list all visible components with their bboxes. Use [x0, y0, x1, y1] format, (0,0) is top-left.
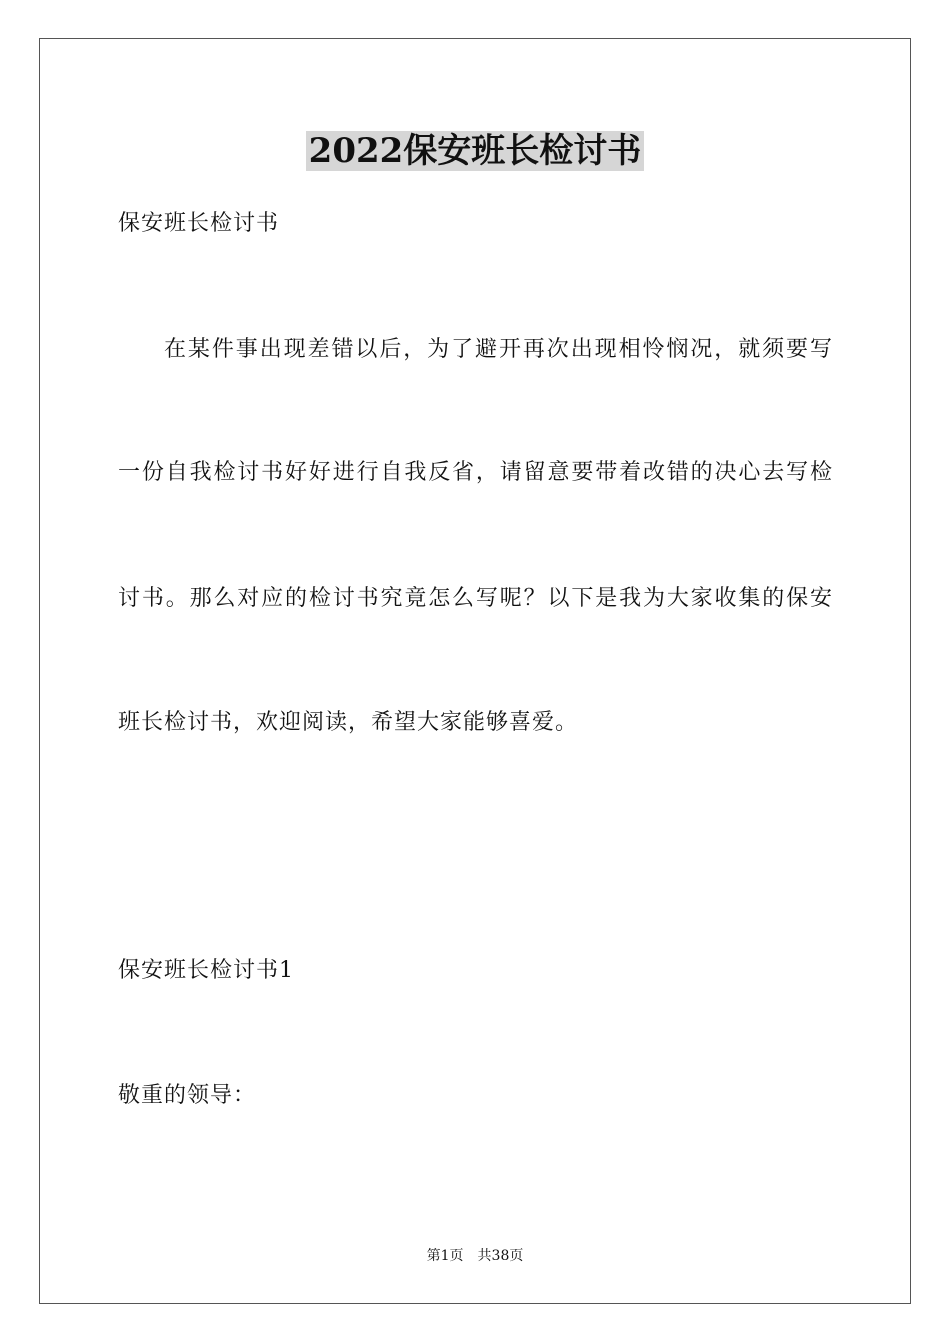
page-footer	[0, 1246, 950, 1266]
intro-line-4: 班长检讨书，欢迎阅读，希望大家能够喜爱。	[118, 710, 579, 735]
section-heading: 保安班长检讨书1	[118, 958, 294, 983]
page-total: 共38页	[477, 1248, 524, 1264]
document-subtitle: 保安班长检讨书	[118, 211, 280, 236]
intro-line-3: 讨书。那么对应的检讨书究竟怎么写呢？以下是我为大家收集的保安	[118, 586, 832, 611]
intro-line-2: 一份自我检讨书好好进行自我反省，请留意要带着改错的决心去写检	[118, 460, 832, 485]
document-title: 2022保安班长检讨书	[0, 126, 950, 176]
page-number: 第1页	[426, 1248, 464, 1264]
salutation: 敬重的领导：	[118, 1083, 257, 1108]
intro-line-1: 在某件事出现差错以后，为了避开再次出现相怜悯况，就须要写	[164, 337, 832, 362]
